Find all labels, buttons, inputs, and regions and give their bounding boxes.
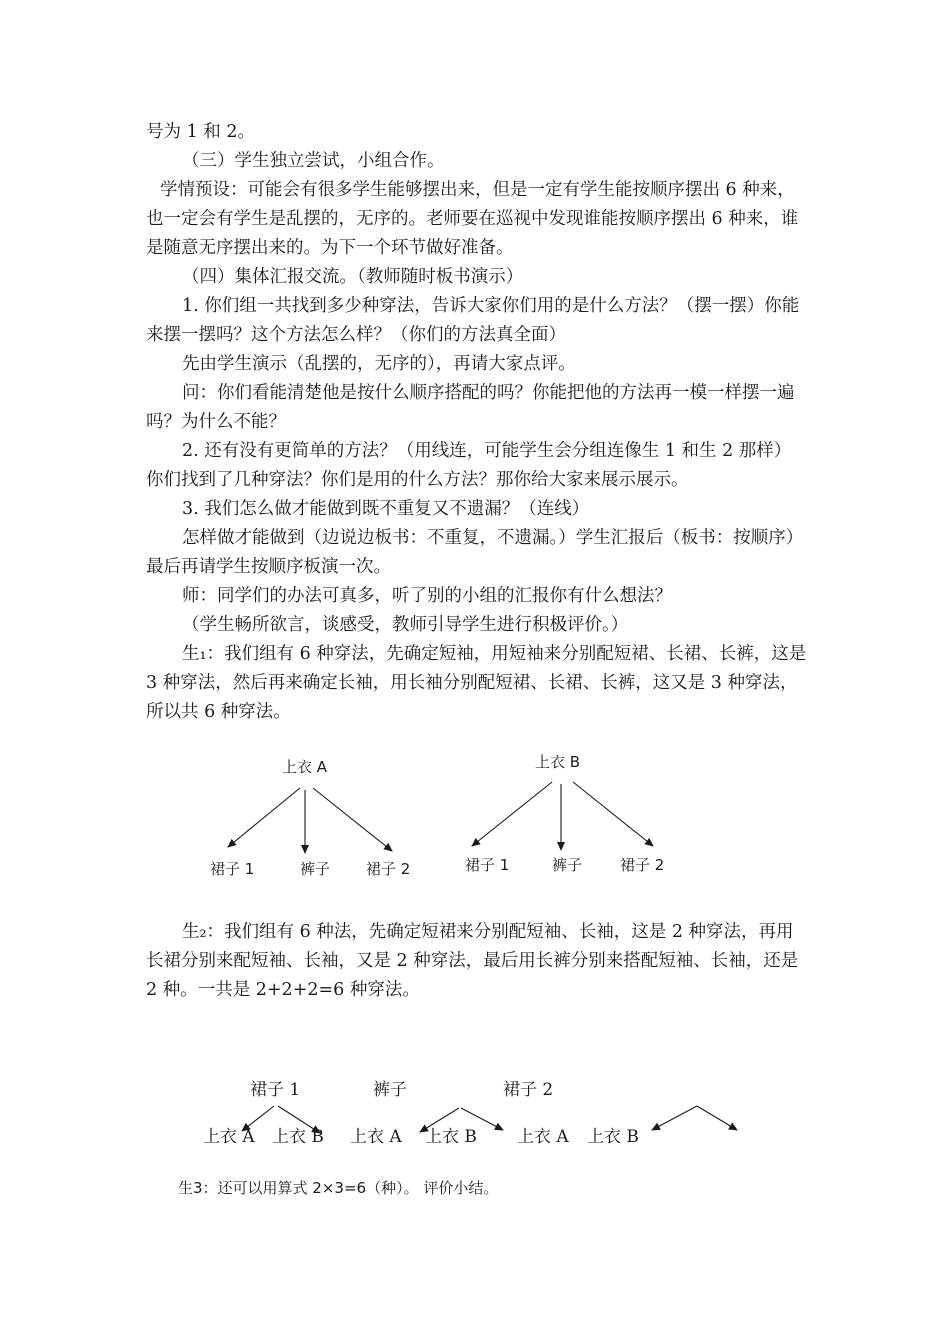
paragraph-14: 生₂：我们组有 6 种法，先确定短裙来分别配短袖、长袖，这是 2 种穿法，再用长裙分别来配短袖、长袖，又是 2 种穿法，最后用长裤分别来搭配短袖、长袖，还是 2 种。一共是 2+2+2=6 种穿法。 — [146, 922, 799, 1000]
diagram1-right-child-3: 裙子 2 — [620, 856, 665, 874]
diagram1-left-child-1: 裙子 1 — [210, 860, 255, 878]
diagram2-top-2: 裤子 — [373, 1080, 407, 1100]
arrow-d1-left-1 — [228, 788, 300, 847]
diagram2-bottom-6: 上衣 B — [587, 1127, 639, 1147]
arrow-d1-left-3 — [313, 788, 392, 851]
paragraph-6: 先由学生演示（乱摆的，无序的），再请大家点评。 — [182, 354, 576, 374]
paragraph-13: 生₁：我们组有 6 种穿法，先确定短袖，用短袖来分别配短裙、长裙、长裤，这是 3 种穿法，然后再来确定长袖，用长袖分别配短裙、长裙、长裤，这又是 3 种穿法，所以共 6 种穿法。 — [146, 644, 807, 722]
diagram1-right-child-2: 裤子 — [552, 856, 583, 874]
paragraph-11: 师：同学们的办法可真多，听了别的小组的汇报你有什么想法？ — [182, 586, 672, 606]
arrow-d2-1b — [278, 1106, 320, 1133]
diagram1-left-child-2: 裤子 — [300, 860, 331, 878]
diagram2-bottom-1: 上衣 A — [203, 1127, 255, 1147]
paragraph-8: 2. 还有没有更简单的方法？（用线连，可能学生会分组连像生 1 和生 2 那样）你们找到了几种穿法？你们是用的什么方法？那你给大家来展示展示。 — [146, 441, 792, 490]
paragraph-5: 1. 你们组一共找到多少种穿法，告诉大家你们用的是什么方法？（摆一摆）你能来摆一摆吗？这个方法怎么样？（你们的方法真全面） — [146, 296, 800, 345]
diagram2-top-3: 裙子 2 — [503, 1080, 554, 1100]
diagram2-bottom-5: 上衣 A — [517, 1127, 569, 1147]
diagram1-right-top-label: 上衣 B — [535, 753, 581, 771]
paragraph-7: 问：你们看能清楚他是按什么顺序搭配的吗？你能把他的方法再一模一样摆一遍吗？为什么不能？ — [146, 383, 795, 432]
diagram1-right-child-1: 裙子 1 — [465, 856, 510, 874]
diagram1-left-child-3: 裙子 2 — [366, 860, 411, 878]
arrow-d2-3b — [697, 1106, 737, 1130]
arrow-d2-2b — [461, 1108, 503, 1130]
arrow-d2-2a — [420, 1108, 459, 1132]
diagram2-top-1: 裙子 1 — [250, 1080, 301, 1100]
arrow-d1-right-3 — [573, 782, 653, 846]
paragraph-12: （学生畅所欲言，谈感受，教师引导学生进行积极评价。） — [182, 615, 629, 635]
paragraph-2: （三）学生独立尝试，小组合作。 — [182, 151, 445, 171]
diagram2-bottom-2: 上衣 B — [272, 1127, 324, 1147]
arrow-d2-3a — [652, 1106, 697, 1130]
paragraph-15: 生3：还可以用算式 2×3=6（种）。 评价小结。 — [178, 1179, 499, 1197]
diagram2-bottom-3: 上衣 A — [350, 1127, 402, 1147]
paragraph-9: 3. 我们怎么做才能做到既不重复又不遗漏？（连线） — [182, 499, 590, 519]
arrow-d2-1a — [242, 1106, 274, 1131]
paragraph-10: 怎样做才能做到（边说边板书：不重复，不遗漏。）学生汇报后（板书：按顺序）最后再请学生按顺序板演一次。 — [146, 528, 804, 577]
diagram2-bottom-4: 上衣 B — [425, 1127, 477, 1147]
diagram1-left-top-label: 上衣 A — [282, 758, 328, 776]
paragraph-3: 学情预设：可能会有很多学生能够摆出来，但是一定有学生能按顺序摆出 6 种来，也一定会有学生是乱摆的，无序的。老师要在巡视中发现谁能按顺序摆出 6 种来，谁是随意无序摆出来的。为下一个环节做好准备。 — [146, 180, 799, 258]
arrow-d1-right-1 — [472, 782, 552, 846]
paragraph-1: 号为 1 和 2。 — [146, 122, 255, 142]
paragraph-4: （四）集体汇报交流。（教师随时板书演示） — [182, 267, 524, 287]
